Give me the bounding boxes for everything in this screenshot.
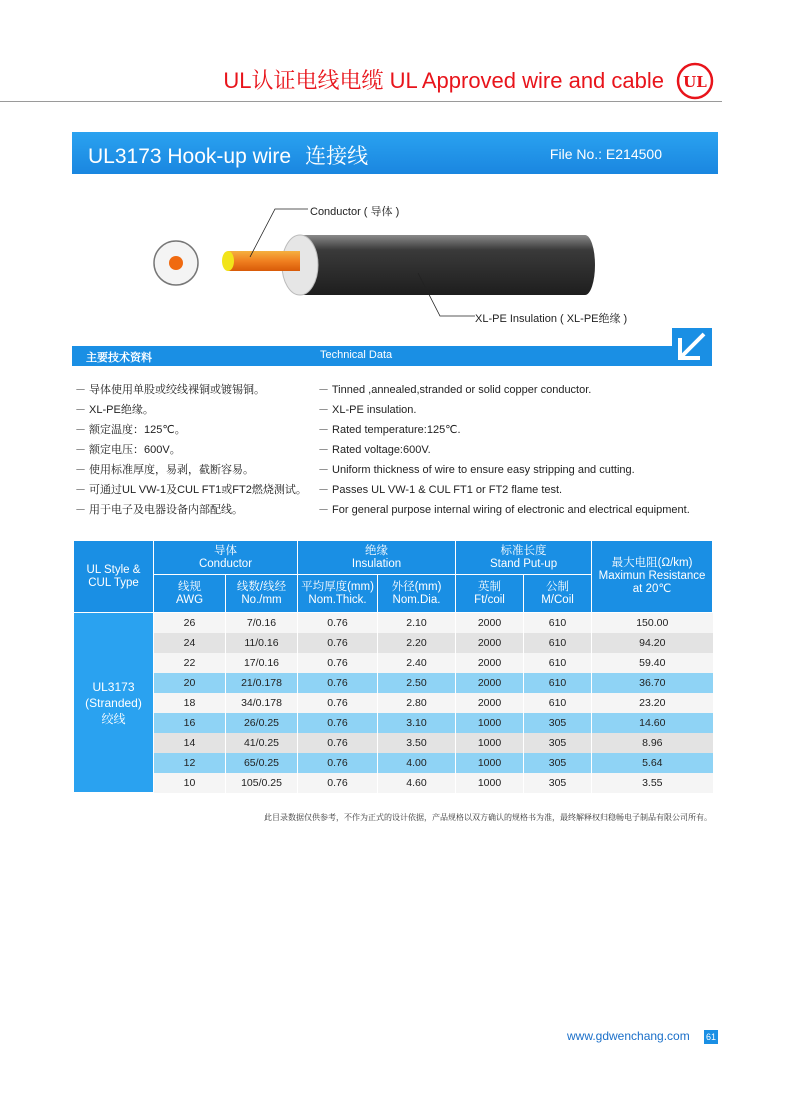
table-cell: 26/0.25	[226, 713, 298, 733]
website-link[interactable]: www.gdwenchang.com	[567, 1029, 690, 1043]
ul-logo-icon	[675, 61, 715, 101]
table-cell: 21/0.178	[226, 673, 298, 693]
spec-item-cn: － 额定电压：600V。	[75, 444, 181, 456]
table-cell: 0.76	[298, 733, 378, 753]
table-cell: 0.76	[298, 633, 378, 653]
header-resistance: 最大电阻(Ω/km) Maximun Resistance at 20℃	[592, 541, 713, 613]
product-banner	[72, 132, 718, 174]
table-row	[74, 693, 713, 713]
spec-item-cn: － XL-PE绝缘。	[75, 404, 154, 416]
table-cell: 0.76	[298, 613, 378, 633]
table-cell: 0.76	[298, 773, 378, 793]
table-cell: 65/0.25	[226, 753, 298, 773]
table-cell: 1000	[456, 713, 524, 733]
product-title	[88, 140, 368, 170]
spec-list-en	[318, 383, 690, 523]
table-cell: 610	[524, 613, 592, 633]
table-row	[74, 773, 713, 793]
table-cell: 14	[154, 733, 226, 753]
table-cell: 4.00	[378, 753, 456, 773]
technical-heading-cn: 主要技术资料	[86, 352, 152, 364]
spec-item-cn: － 用于电子及电器设备内部配线。	[75, 504, 244, 516]
product-title-cn: 连接线	[305, 145, 369, 168]
table-cell: 23.20	[592, 693, 713, 713]
conductor-body	[222, 251, 300, 271]
table-cell: 305	[524, 713, 592, 733]
table-cell: 59.40	[592, 653, 713, 673]
header-awg: 线规 AWG	[154, 575, 226, 613]
table-cell: 14.60	[592, 713, 713, 733]
table-cell: 26	[154, 613, 226, 633]
spec-item-en: － Rated temperature:125℃.	[318, 424, 461, 436]
table-cell: 3.10	[378, 713, 456, 733]
table-cell: 0.76	[298, 653, 378, 673]
table-cell: 10	[154, 773, 226, 793]
spec-item-en: － XL-PE insulation.	[318, 404, 417, 416]
table-cell: 2.80	[378, 693, 456, 713]
table-cell: 150.00	[592, 613, 713, 633]
table-cell: 20	[154, 673, 226, 693]
table-cell: 2.50	[378, 673, 456, 693]
spec-item-cn: － 可通过UL VW-1及CUL FT1或FT2燃烧测试。	[75, 484, 307, 496]
table-cell: 610	[524, 673, 592, 693]
table-cell: 22	[154, 653, 226, 673]
table-cell: 0.76	[298, 673, 378, 693]
page-number: 61	[705, 1032, 716, 1042]
table-cell: 2000	[456, 693, 524, 713]
style-cell: UL3173 (Stranded) 绞线	[74, 613, 154, 793]
table-cell: 17/0.16	[226, 653, 298, 673]
header-style: UL Style & CUL Type	[74, 541, 154, 613]
insulation-body	[282, 235, 595, 295]
table-cell: 5.64	[592, 753, 713, 773]
arrow-icon	[672, 328, 712, 366]
table-cell: 3.50	[378, 733, 456, 753]
table-row	[74, 633, 713, 653]
product-title-en: UL3173 Hook-up wire	[88, 145, 292, 168]
spec-item-en: － Tinned ,annealed,stranded or solid copper conductor.	[318, 384, 592, 396]
spec-table-body	[74, 613, 713, 793]
table-cell: 0.76	[298, 753, 378, 773]
technical-heading-en: Technical Data	[320, 349, 393, 361]
table-cell: 1000	[456, 733, 524, 753]
spec-item-en: － Rated voltage:600V.	[318, 444, 431, 456]
table-cell: 16	[154, 713, 226, 733]
table-cell: 2.10	[378, 613, 456, 633]
table-cell: 2000	[456, 653, 524, 673]
conductor-label: Conductor ( 导体 )	[310, 206, 400, 218]
header-m: 公制 M/Coil	[524, 575, 592, 613]
table-cell: 94.20	[592, 633, 713, 653]
table-cell: 4.60	[378, 773, 456, 793]
svg-text:UL: UL	[683, 73, 707, 91]
table-cell: 7/0.16	[226, 613, 298, 633]
spec-item-cn: － 使用标准厚度，易剥，截断容易。	[75, 464, 255, 476]
table-cell: 0.76	[298, 713, 378, 733]
table-cell: 1000	[456, 753, 524, 773]
table-row	[74, 653, 713, 673]
header-dia: 外径(mm) Nom.Dia.	[378, 575, 456, 613]
header-insulation: 绝缘 Insulation	[298, 541, 456, 575]
table-cell: 24	[154, 633, 226, 653]
table-row	[74, 613, 713, 633]
header-title: UL认证电线电缆 UL Approved wire and cable	[223, 68, 664, 93]
table-cell: 1000	[456, 773, 524, 793]
table-cell: 2.40	[378, 653, 456, 673]
table-cell: 8.96	[592, 733, 713, 753]
footnote: 此目录数据仅供参考，不作为正式的设计依据，产品规格以双方确认的规格书为准，最终解释权归稳畅电子制品有限公司所有。	[264, 813, 712, 822]
table-row	[74, 713, 713, 733]
table-cell: 18	[154, 693, 226, 713]
table-cell: 41/0.25	[226, 733, 298, 753]
header-ft: 英制 Ft/coil	[456, 575, 524, 613]
table-cell: 2000	[456, 633, 524, 653]
table-cell: 34/0.178	[226, 693, 298, 713]
header-thick: 平均厚度(mm) Nom.Thick.	[298, 575, 378, 613]
table-row	[74, 673, 713, 693]
spec-table	[73, 540, 713, 793]
table-cell: 305	[524, 733, 592, 753]
spec-item-cn: － 额定温度：125℃。	[75, 424, 186, 436]
cross-section-icon	[154, 241, 198, 285]
table-cell: 2000	[456, 673, 524, 693]
spec-item-en: － Passes UL VW-1 & CUL FT1 or FT2 flame test.	[318, 484, 563, 496]
spec-item-en: － Uniform thickness of wire to ensure easy stripping and cutting.	[318, 464, 635, 476]
table-cell: 305	[524, 773, 592, 793]
table-cell: 2000	[456, 613, 524, 633]
table-cell: 3.55	[592, 773, 713, 793]
table-cell: 0.76	[298, 693, 378, 713]
technical-heading-bar	[72, 346, 672, 366]
file-number: File No.: E214500	[549, 146, 662, 162]
spec-item-en: － For general purpose internal wiring of electronic and electrical equipment.	[318, 504, 690, 516]
table-cell: 36.70	[592, 673, 713, 693]
table-cell: 105/0.25	[226, 773, 298, 793]
header-standput: 标准长度 Stand Put-up	[456, 541, 592, 575]
table-cell: 610	[524, 693, 592, 713]
table-cell: 610	[524, 633, 592, 653]
table-cell: 305	[524, 753, 592, 773]
header-conductor: 导体 Conductor	[154, 541, 298, 575]
header-strand: 线数/线经 No./mm	[226, 575, 298, 613]
table-cell: 2.20	[378, 633, 456, 653]
table-cell: 12	[154, 753, 226, 773]
spec-item-cn: － 导体使用单股或绞线裸铜或镀锡铜。	[75, 384, 266, 396]
table-cell: 610	[524, 653, 592, 673]
header-divider	[0, 101, 722, 102]
table-row	[74, 753, 713, 773]
table-row	[74, 733, 713, 753]
insulation-label: XL-PE Insulation ( XL-PE绝缘 )	[475, 313, 628, 325]
table-cell: 11/0.16	[226, 633, 298, 653]
spec-list-cn	[75, 383, 307, 523]
